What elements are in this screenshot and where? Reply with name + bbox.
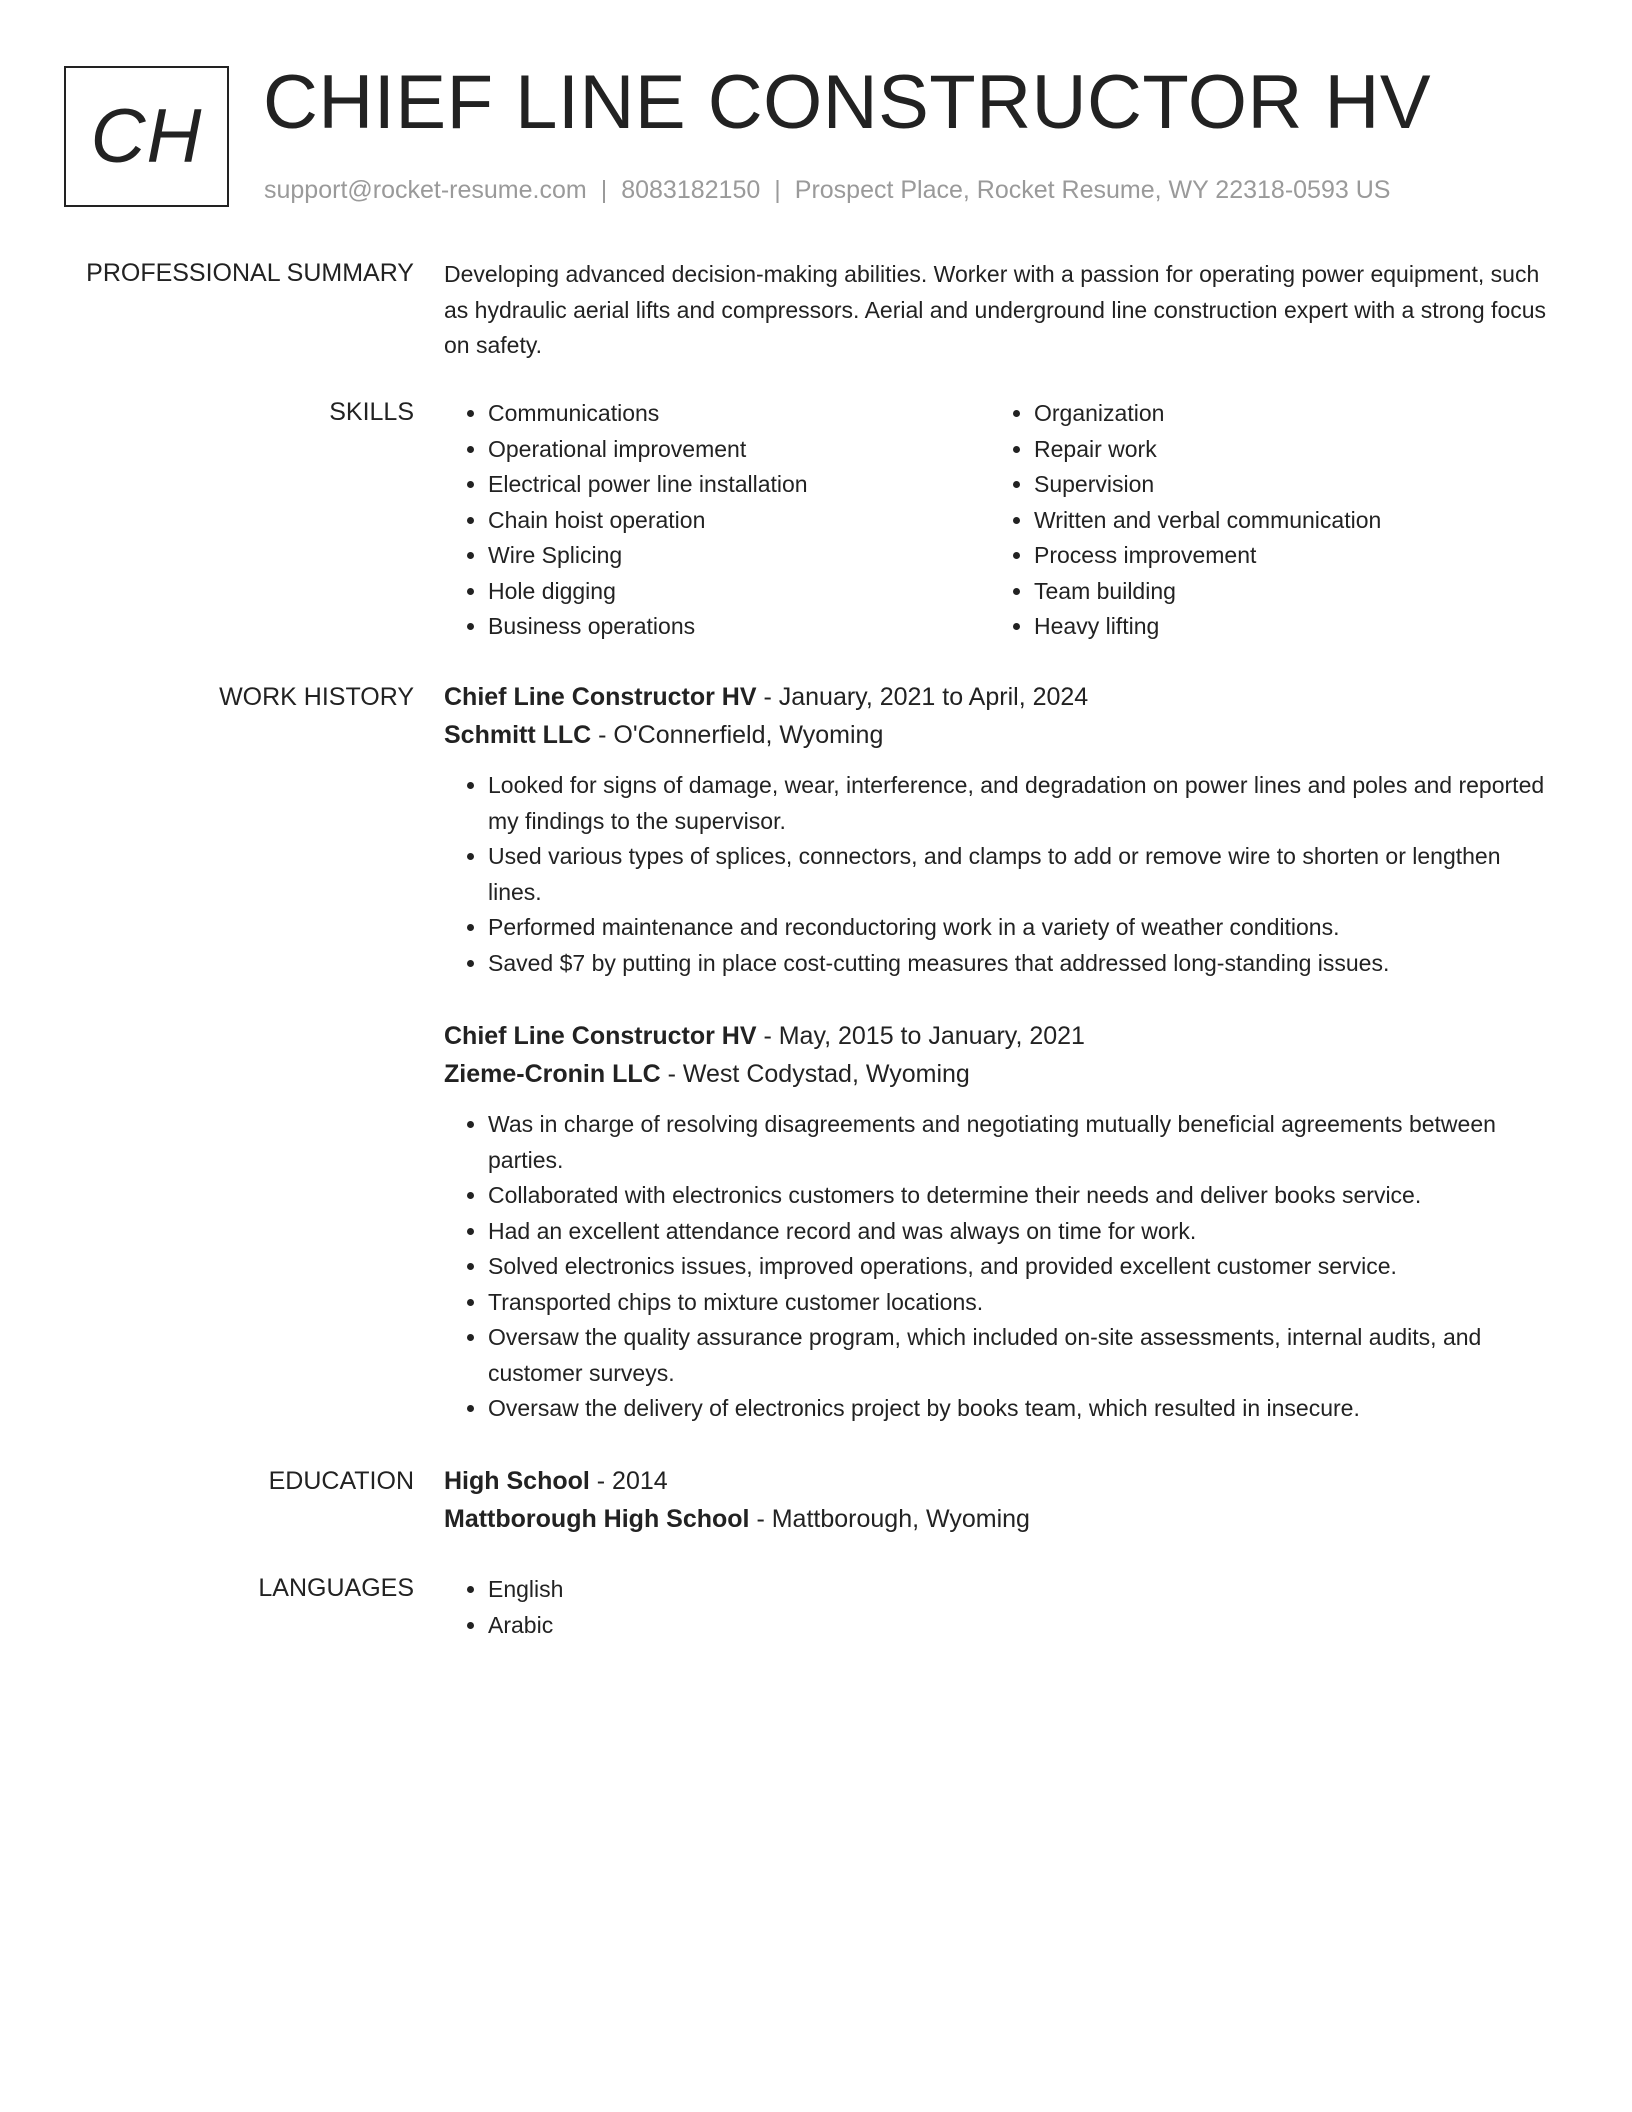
- list-item: • Communications: [488, 396, 990, 432]
- education-degree: High School: [444, 1467, 590, 1495]
- job-company-line: [444, 1055, 1556, 1093]
- job-dates: - May, 2015 to January, 2021: [756, 1022, 1085, 1050]
- skills-list-left: [444, 396, 990, 645]
- section-label-education: EDUCATION: [268, 1467, 414, 1495]
- list-item: • Transported chips to mixture customer locations.: [488, 1285, 1556, 1321]
- section-label-work: WORK HISTORY: [219, 683, 414, 711]
- list-item: • Repair work: [1034, 432, 1536, 468]
- list-item: • Organization: [1034, 396, 1536, 432]
- section-label-summary: PROFESSIONAL SUMMARY: [86, 259, 414, 287]
- skills-columns: [444, 396, 1556, 645]
- job-location: - West Codystad, Wyoming: [660, 1060, 970, 1088]
- contact-separator: |: [774, 176, 781, 204]
- list-item: • Had an excellent attendance record and was always on time for work.: [488, 1214, 1556, 1250]
- list-item: • English: [488, 1572, 1556, 1608]
- languages-list: [444, 1572, 1556, 1643]
- monogram-badge: CH: [64, 66, 229, 207]
- contact-email: support@rocket-resume.com: [264, 176, 587, 204]
- list-item: • Used various types of splices, connectors, and clamps to add or remove wire to shorten or lengthen lines.: [488, 839, 1556, 910]
- summary-text: Developing advanced decision-making abilities. Worker with a passion for operating power equipment, such as hydraulic aerial lifts and compressors. Aerial and underground line construction expert with a strong focus on safety.: [444, 261, 1547, 358]
- job-dates: - January, 2021 to April, 2024: [756, 683, 1089, 711]
- job-company: Schmitt LLC: [444, 721, 592, 749]
- contact-line: [264, 174, 1390, 206]
- list-item: • Supervision: [1034, 467, 1536, 503]
- list-item: • Performed maintenance and reconductoring work in a variety of weather conditions.: [488, 910, 1556, 946]
- list-item: • Saved $7 by putting in place cost-cutting measures that addressed long-standing issues.: [488, 946, 1556, 982]
- section-label-skills: SKILLS: [329, 398, 414, 426]
- section-label-languages: LANGUAGES: [258, 1574, 414, 1602]
- list-item: • Oversaw the delivery of electronics project by books team, which resulted in insecure.: [488, 1391, 1556, 1427]
- job-company: Zieme-Cronin LLC: [444, 1060, 661, 1088]
- education-year: - 2014: [589, 1467, 668, 1495]
- list-item: • Oversaw the quality assurance program, which included on-site assessments, internal audits, and customer surveys.: [488, 1320, 1556, 1391]
- job-entry: [444, 678, 1556, 981]
- list-item: • Chain hoist operation: [488, 503, 990, 539]
- job-title-line: [444, 678, 1556, 716]
- contact-phone: 8083182150: [621, 176, 761, 204]
- languages-body: [444, 1572, 1556, 1643]
- job-title: Chief Line Constructor HV: [444, 683, 757, 711]
- list-item: • Collaborated with electronics customers to determine their needs and deliver books service.: [488, 1178, 1556, 1214]
- skills-list-right: [990, 396, 1536, 645]
- contact-address: Prospect Place, Rocket Resume, WY 22318-0593 US: [794, 176, 1391, 204]
- job-bullets: [444, 1107, 1556, 1427]
- list-item: • Written and verbal communication: [1034, 503, 1536, 539]
- resume-title: CHIEF LINE CONSTRUCTOR HV: [263, 60, 1432, 145]
- education-degree-line: [444, 1462, 1556, 1500]
- contact-separator: |: [600, 176, 608, 204]
- list-item: • Arabic: [488, 1608, 1556, 1644]
- education-entry: [444, 1462, 1556, 1538]
- list-item: • Solved electronics issues, improved operations, and provided excellent customer service.: [488, 1249, 1556, 1285]
- education-location: - Mattborough, Wyoming: [749, 1505, 1030, 1533]
- job-entry: [444, 1017, 1556, 1427]
- list-item: • Operational improvement: [488, 432, 990, 468]
- education-school-line: [444, 1500, 1556, 1538]
- job-location: - O'Connerfield, Wyoming: [591, 721, 884, 749]
- list-item: • Process improvement: [1034, 538, 1536, 574]
- list-item: • Hole digging: [488, 574, 990, 610]
- education-school: Mattborough High School: [444, 1505, 750, 1533]
- list-item: • Heavy lifting: [1034, 609, 1536, 645]
- list-item: • Business operations: [488, 609, 990, 645]
- job-company-line: [444, 716, 1556, 754]
- job-title: Chief Line Constructor HV: [444, 1022, 757, 1050]
- list-item: • Was in charge of resolving disagreements and negotiating mutually beneficial agreements between parties.: [488, 1107, 1556, 1178]
- list-item: • Electrical power line installation: [488, 467, 990, 503]
- job-bullets: [444, 768, 1556, 981]
- list-item: • Looked for signs of damage, wear, interference, and degradation on power lines and poles and reported my findings to the supervisor.: [488, 768, 1556, 839]
- list-item: • Team building: [1034, 574, 1536, 610]
- job-title-line: [444, 1017, 1556, 1055]
- list-item: • Wire Splicing: [488, 538, 990, 574]
